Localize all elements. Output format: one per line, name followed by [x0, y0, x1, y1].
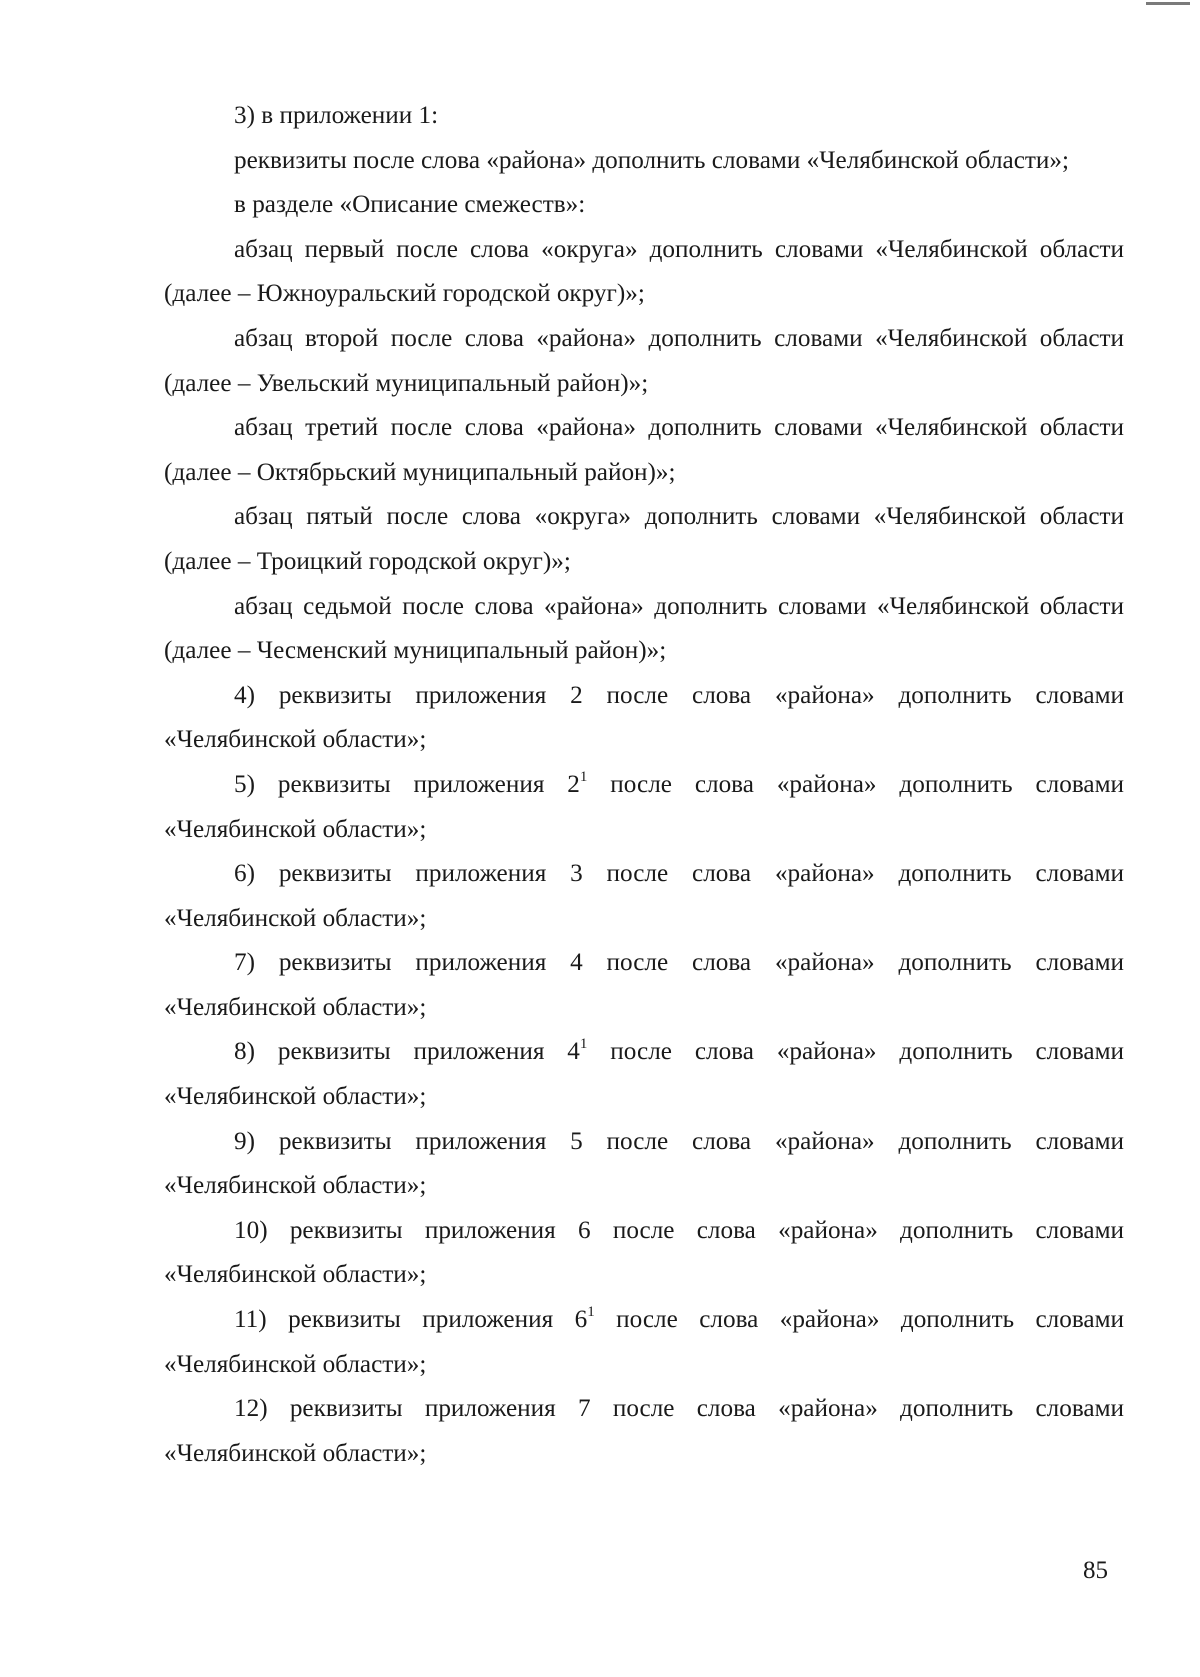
- superscript-index: 1: [587, 1303, 595, 1320]
- document-body: [164, 94, 1124, 1476]
- paragraph-item-10: 10) реквизиты приложения 6 после слова «района» дополнить словами «Челябинской области»;: [164, 1216, 1124, 1289]
- page-number: 85: [1083, 1557, 1108, 1584]
- paragraph-abzac-fifth: абзац пятый после слова «округа» дополнить словами «Челябинской области (далее – Троицкий городской округ)»;: [164, 503, 1124, 575]
- paragraph-item-7: 7) реквизиты приложения 4 после слова «района» дополнить словами «Челябинской области»;: [164, 949, 1124, 1021]
- scan-edge-mark: [1146, 2, 1190, 5]
- paragraph-item-4: 4) реквизиты приложения 2 после слова «района» дополнить словами «Челябинской области»;: [164, 681, 1124, 754]
- paragraph-section-heading: в разделе «Описание смежеств»:: [234, 191, 586, 219]
- paragraph-abzac-third: абзац третий после слова «района» дополнить словами «Челябинской области (далее – Октябрьский муниципальный район)»;: [164, 414, 1124, 486]
- paragraph-item-11: 11) реквизиты приложения $6^1$ после слова «района» дополнить словами «Челябинской области»;: [164, 1303, 1125, 1378]
- paragraph-item-9: 9) реквизиты приложения 5 после слова «района» дополнить словами «Челябинской области»;: [164, 1127, 1124, 1200]
- paragraph-item-6: 6) реквизиты приложения 3 после слова «района» дополнить словами «Челябинской области»;: [164, 860, 1124, 932]
- superscript-index: 1: [579, 1036, 588, 1053]
- paragraph-item-5: 5) реквизиты приложения $2^1$ после слова «района» дополнить словами «Челябинской области»;: [164, 768, 1124, 843]
- superscript-index: 1: [579, 768, 588, 785]
- paragraph-item-3-requisites: реквизиты после слова «района» дополнить словами «Челябинской области»;: [234, 146, 1069, 174]
- paragraph-abzac-first: абзац первый после слова «округа» дополнить словами «Челябинской области (далее – Южноуральский городской округ)»;: [164, 235, 1124, 308]
- paragraph-abzac-second: абзац второй после слова «района» дополнить словами «Челябинской области (далее – Увельский муниципальный район)»;: [164, 324, 1124, 397]
- paragraph-abzac-seventh: абзац седьмой после слова «района» дополнить словами «Челябинской области (далее – Чесменский муниципальный район)»;: [164, 592, 1124, 665]
- paragraph-item-12: 12) реквизиты приложения 7 после слова «района» дополнить словами «Челябинской области»;: [164, 1395, 1124, 1467]
- paragraph-item-8: 8) реквизиты приложения $4^1$ после слова «района» дополнить словами «Челябинской области»;: [164, 1036, 1124, 1111]
- paragraph-item-3: 3) в приложении 1:: [234, 102, 439, 129]
